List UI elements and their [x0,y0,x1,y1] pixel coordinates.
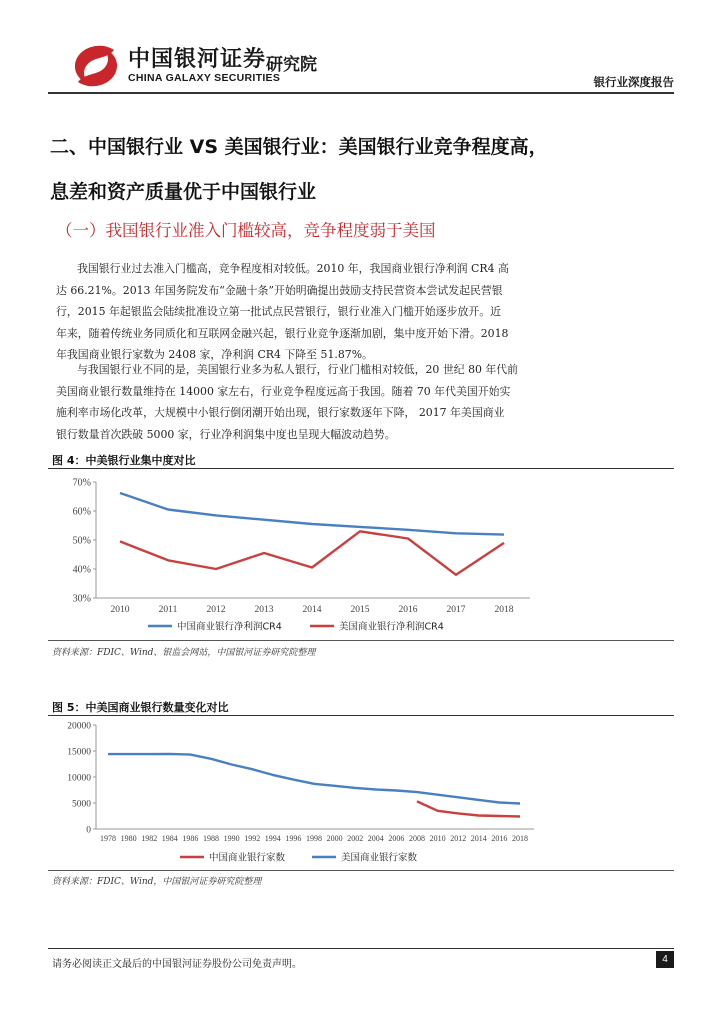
paragraph-line: 施利率市场化改革，大规模中小银行倒闭潮开始出现，银行家数逐年下降， 2017 年美国商业 [56,406,505,420]
brand-name-cn: 中国银河证券 [128,47,267,72]
paragraph-line: 年我国商业银行家数为 2408 家，净利润 CR4 下降至 51.87%。 [56,348,373,362]
x-tick-label: 2016 [398,605,418,615]
brand-name-en: CHINA GALAXY SECURITIES [128,72,281,84]
page-header [70,38,674,94]
galaxy-logo-icon [70,42,122,90]
figure-5-bottom-rule [48,870,674,871]
x-tick-label: 2011 [158,605,178,615]
x-tick-label: 2013 [254,605,274,615]
y-tick-label: 5000 [72,799,91,810]
x-tick-label: 2017 [446,605,466,615]
x-tick-label: 1992 [244,834,261,843]
paragraph-line: 与我国银行业不同的是，美国银行业多为私人银行，行业门槛相对较低，20 世纪 80 年代前 [77,363,519,376]
footer-disclaimer: 请务必阅读正文最后的中国银河证券股份公司免责声明。 [52,959,302,970]
figure-4-bottom-rule [48,640,674,641]
paragraph-line: 行，2015 年起银监会陆续批准设立第一批试点民营银行，银行业准入门槛开始逐步放开。近 [56,305,502,319]
y-tick-label: 15000 [67,747,91,758]
x-tick-label: 2008 [409,834,425,843]
header-divider [48,92,674,94]
y-tick-label: 50% [72,535,91,547]
legend-label: 中国商业银行家数 [209,852,286,864]
section-title-line2: 息差和资产质量优于中国银行业 [50,181,317,203]
x-tick-label: 1984 [161,834,178,843]
figure-4-title: 图 4：中美银行业集中度对比 [52,454,196,467]
x-tick-label: 1986 [182,834,199,843]
series-line-1 [120,493,504,535]
x-tick-label: 1988 [203,834,219,843]
paragraph-line: 年来，随着传统业务同质化和互联网金融兴起，银行业竞争逐渐加剧，集中度开始下滑。2018 [56,326,509,340]
section-subtitle: （一）我国银行业准入门槛较高，竞争程度弱于美国 [56,221,436,240]
x-tick-label: 2010 [429,834,446,843]
x-tick-label: 1994 [264,834,281,843]
y-tick-label: 30% [72,593,91,605]
figure-5-source: 资料来源：FDIC、Wind，中国银河证券研究院整理 [52,877,262,887]
x-tick-label: 2002 [347,834,364,843]
legend-label: 中国商业银行净利润CR4 [177,621,282,633]
x-tick-label: 1982 [141,834,158,843]
figure-4-top-rule [48,468,674,469]
y-tick-label: 10000 [67,773,91,784]
paragraph-line: 银行数量首次跌破 5000 家，行业净利润集中度也呈现大幅波动趋势。 [56,427,396,441]
x-tick-label: 2018 [512,834,528,843]
paragraph-line: 美国商业银行数量维持在 14000 家左右，行业竞争程度远高于我国。随着 70 年代美国开始实 [56,384,511,398]
x-tick-label: 2018 [494,605,514,615]
x-tick-label: 1990 [223,834,240,843]
x-tick-label: 2000 [326,834,343,843]
x-tick-label: 2012 [450,834,467,843]
paragraph-2 [56,359,674,445]
paragraph-line: 达 66.21%。2013 年国务院发布“金融十条”开始明确提出鼓励支持民营资本尝试发起民营银 [56,283,503,297]
footer-divider [48,948,674,949]
series-line-2 [120,531,504,575]
y-tick-label: 0 [86,825,91,836]
y-tick-label: 20000 [67,721,91,732]
x-tick-label: 2015 [350,605,370,615]
series-line-2 [108,754,520,804]
x-tick-label: 1998 [306,834,322,843]
legend-label: 美国商业银行家数 [341,852,418,864]
bank-count-line-chart [48,717,674,870]
x-tick-label: 1980 [120,834,137,843]
figure-5-top-rule [48,715,674,716]
institute-name: 研究院 [266,55,317,75]
x-tick-label: 1978 [100,834,116,843]
paragraph-1 [56,258,674,366]
paragraph-line: 我国银行业过去准入门槛高，竞争程度相对较低。2010 年，我国商业银行净利润 CR4 高 [77,262,509,275]
figure-5-title: 图 5：中美国商业银行数量变化对比 [52,701,229,714]
x-tick-label: 2004 [367,834,384,843]
y-tick-label: 40% [72,564,91,576]
section-title-line1: 二、中国银行业 VS 美国银行业：美国银行业竞争程度高， [50,136,548,158]
x-tick-label: 1996 [285,834,302,843]
legend-label: 美国商业银行净利润CR4 [339,621,444,633]
concentration-line-chart [48,470,674,640]
x-tick-label: 2014 [302,605,322,615]
x-tick-label: 2006 [388,834,405,843]
x-tick-label: 2010 [110,605,130,615]
x-tick-label: 2014 [470,834,487,843]
figure-4-source: 资料来源：FDIC、Wind、银监会网站，中国银河证券研究院整理 [52,648,316,658]
y-tick-label: 60% [72,506,91,518]
x-tick-label: 2016 [491,834,508,843]
page-number: 4 [656,951,674,968]
x-tick-label: 2012 [206,605,226,615]
y-tick-label: 70% [72,477,91,489]
report-type: 银行业深度报告 [593,75,674,89]
